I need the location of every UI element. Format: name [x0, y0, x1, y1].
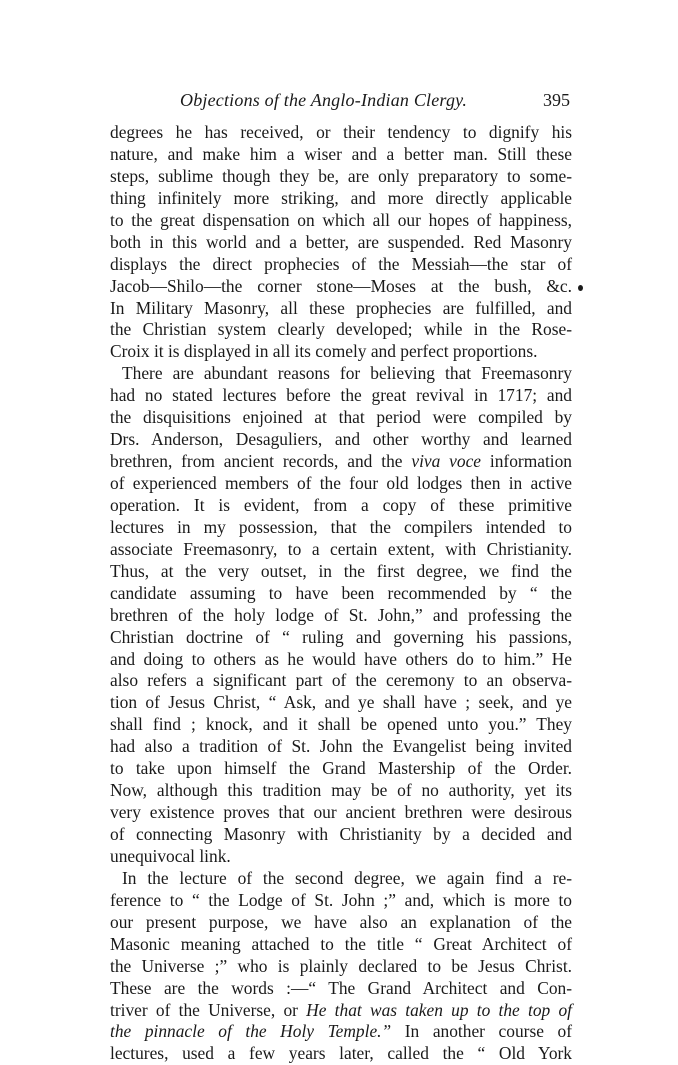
- text-line: lectures, used a few years later, called the “ Old York: [110, 1043, 572, 1064]
- text-segment: information: [481, 451, 572, 472]
- text-line: both in this world and a better, are suspended. Red Masonry: [110, 231, 572, 252]
- text-line: and doing to others as he would have others do to him.” He: [110, 648, 572, 669]
- italic-phrase: viva voce: [411, 451, 482, 472]
- text-line: ference to “ the Lodge of St. John ;” and, which is more to: [110, 889, 572, 910]
- text-line: Drs. Anderson, Desaguliers, and other worthy and learned: [110, 429, 572, 450]
- text-line: candidate assuming to have been recommended by “ the: [110, 582, 572, 603]
- text-line: associate Freemasonry, to a certain extent, with Christianity.: [110, 538, 572, 559]
- italic-phrase: the pinnacle of the Holy Temple.”: [110, 1021, 392, 1042]
- text-line: operation. It is evident, from a copy of these primitive: [110, 494, 572, 515]
- text-line: shall find ; knock, and it shall be opened unto you.” They: [110, 714, 572, 735]
- text-line: the disquisitions enjoined at that period were compiled by: [110, 407, 572, 428]
- body-text: [110, 122, 572, 1065]
- text-segment: In another course of: [404, 1021, 572, 1042]
- text-line: had also a tradition of St. John the Evangelist being invited: [110, 736, 572, 757]
- text-line: These are the words :—“ The Grand Architect and Con-: [110, 977, 572, 998]
- text-line: Now, although this tradition may be of no authority, yet its: [110, 780, 572, 801]
- text-line: Christian doctrine of “ ruling and governing his passions,: [110, 626, 572, 647]
- text-line: lectures in my possession, that the compilers intended to: [110, 516, 572, 537]
- text-segment: brethren, from ancient records, and the: [110, 451, 403, 472]
- text-line: displays the direct prophecies of the Messiah—the star of: [110, 253, 572, 274]
- text-line: thing infinitely more striking, and more directly applicable: [110, 187, 572, 208]
- text-line: also refers a significant part of the ceremony to an observa-: [110, 670, 572, 691]
- text-line: the Universe ;” who is plainly declared to be Jesus Christ.: [110, 955, 572, 976]
- text-line: tion of Jesus Christ, “ Ask, and ye shall have ; seek, and ye: [110, 692, 572, 713]
- text-line: Thus, at the very outset, in the first degree, we find the: [110, 560, 572, 581]
- text-line-mixed: [110, 451, 572, 473]
- margin-mark: [578, 285, 583, 291]
- text-line: to take upon himself the Grand Mastership of the Order.: [110, 758, 572, 779]
- text-line: Masonic meaning attached to the title “ Great Architect of: [110, 933, 572, 954]
- text-line: of connecting Masonry with Christianity by a decided and: [110, 824, 572, 844]
- text-segment: triver of the Universe, or: [110, 999, 298, 1020]
- text-line: Jacob—Shilo—the corner stone—Moses at the bush, &c.: [110, 275, 572, 296]
- text-line: had no stated lectures before the great revival in 1717; and: [110, 385, 572, 406]
- text-line: Croix it is displayed in all its comely and perfect proportions.: [110, 341, 538, 362]
- text-line: unequivocal link.: [110, 845, 231, 866]
- text-line: degrees he has received, or their tendency to dignify his: [110, 122, 572, 142]
- text-line: In Military Masonry, all these prophecies are fulfilled, and: [110, 297, 572, 318]
- paragraph-first-line: In the lecture of the second degree, we again find a re-: [122, 867, 572, 888]
- text-line: very existence proves that our ancient brethren were desirous: [110, 802, 572, 823]
- text-line: nature, and make him a wiser and a better man. Still these: [110, 143, 572, 164]
- text-line-mixed: [110, 1000, 572, 1022]
- running-head: [110, 90, 572, 114]
- text-line-mixed: [110, 1021, 572, 1043]
- text-line: our present purpose, we have also an explanation of the: [110, 911, 572, 932]
- italic-phrase: He that was taken up to the top of: [306, 999, 572, 1020]
- text-line: to the great dispensation on which all our hopes of happiness,: [110, 209, 572, 230]
- page-number: 395: [543, 90, 570, 110]
- paragraph-first-line: There are abundant reasons for believing that Freemasonry: [122, 363, 572, 384]
- text-line: the Christian system clearly developed; while in the Rose-: [110, 319, 572, 340]
- text-line: steps, sublime though they be, are only preparatory to some-: [110, 165, 572, 186]
- text-line: brethren of the holy lodge of St. John,” and professing the: [110, 604, 572, 625]
- running-title: Objections of the Anglo-Indian Clergy.: [180, 90, 468, 110]
- text-line: of experienced members of the four old lodges then in active: [110, 473, 572, 493]
